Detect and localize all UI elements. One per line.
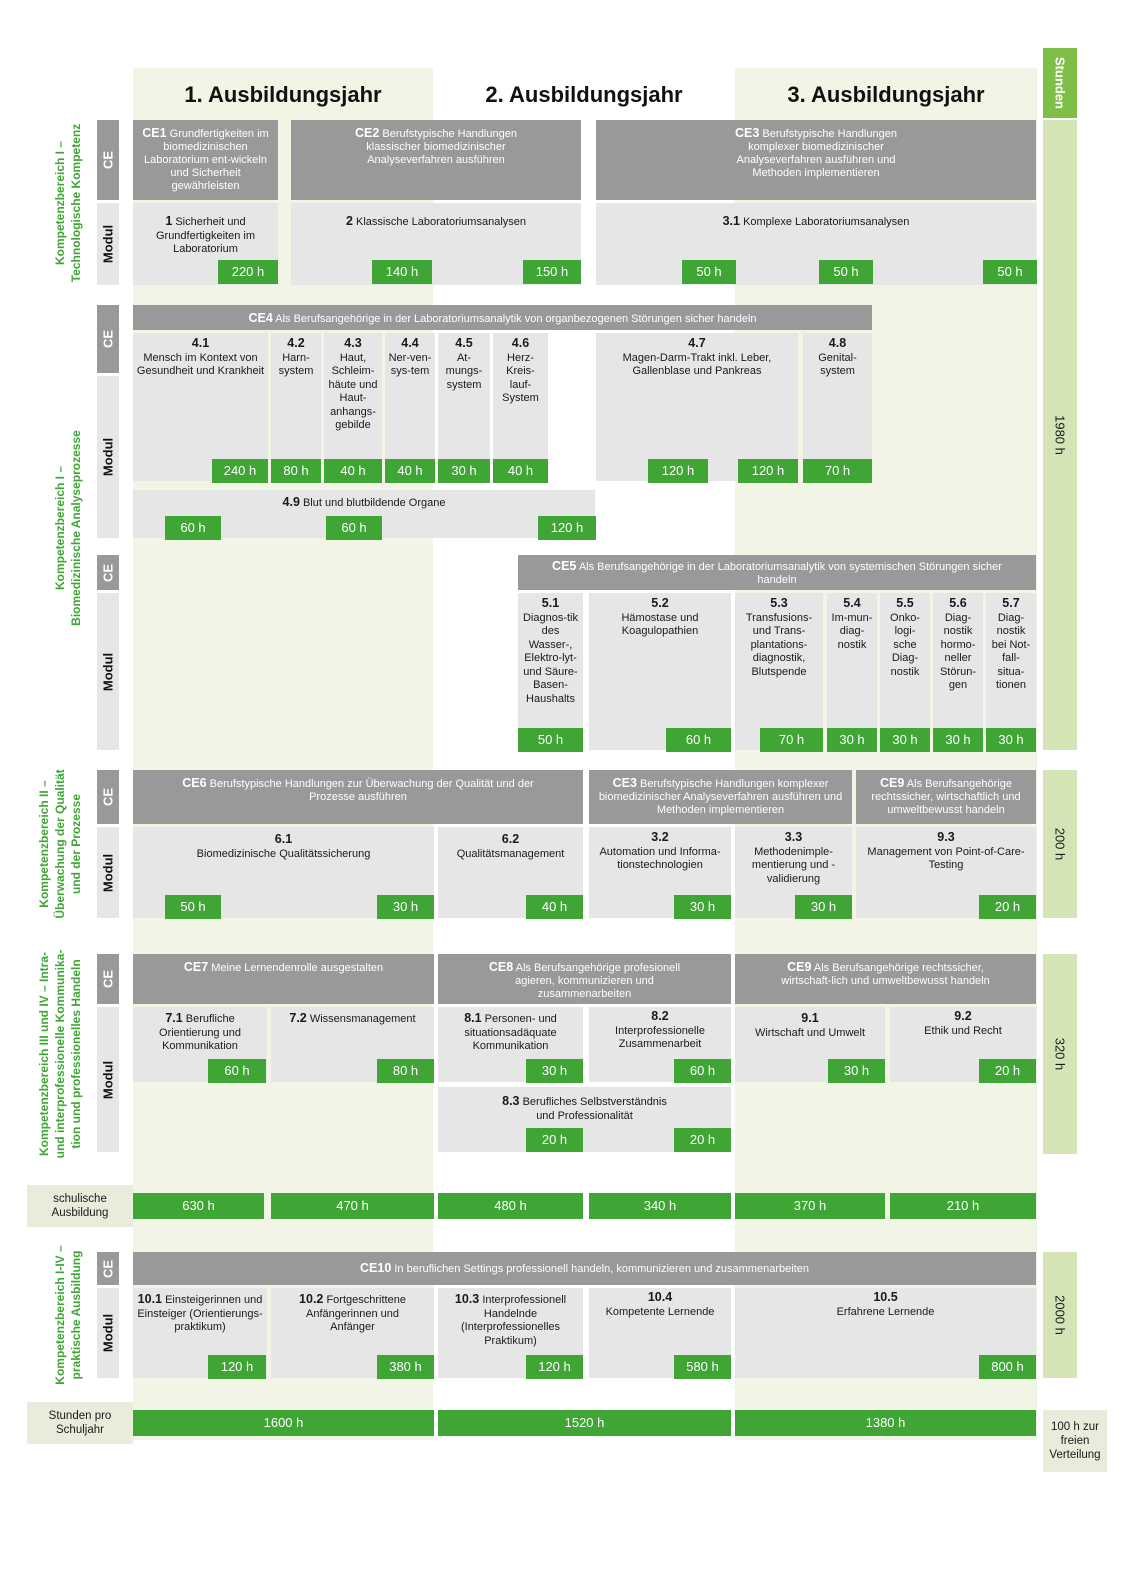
module-4-2: 4.2 Harn-system xyxy=(271,333,321,481)
module-4-5: 4.5 At-mungs-system xyxy=(438,333,490,481)
schulisch-sum: 370 h xyxy=(735,1193,885,1219)
year-sum: 1600 h xyxy=(133,1410,434,1436)
stunden-total-4: 2000 h xyxy=(1043,1252,1077,1378)
module-8-1: 8.1 Personen- und situationsadäquate Kommunikation xyxy=(438,1007,583,1082)
module-4-4: 4.4 Ner-ven-sys-tem xyxy=(385,333,435,481)
module-10-1: 10.1 Einsteigerinnen und Einsteiger (Orientierungs-praktikum) xyxy=(133,1288,267,1378)
schulisch-sum: 340 h xyxy=(589,1193,731,1219)
ce9-box-1: CE9 Als Berufsangehörige rechtssicher, wirtschaftlich und umweltbewusst handeln xyxy=(856,770,1036,824)
hours-badge: 50 h xyxy=(165,895,221,919)
hours-badge: 40 h xyxy=(526,895,583,919)
module-4-9: 4.9 Blut und blutbildende Organe xyxy=(133,490,595,538)
hours-badge: 30 h xyxy=(933,728,983,752)
module-5-2: 5.2 Hämostase und Koagulopathien xyxy=(589,593,731,750)
modul-tag: Modul xyxy=(97,376,119,538)
kompetenz-1-4-praxis: Kompetenzbereich I-IV – praktische Ausbildung xyxy=(52,1245,83,1385)
module-3-3: 3.3 Methodenimple-mentierung und -validierung xyxy=(735,827,852,918)
ce3-box: CE3 Berufstypische Handlungen komplexer biomedizinischer Analyseverfahren ausführen und Methoden implementieren xyxy=(596,120,1036,200)
ce7-box: CE7 Meine Lernendenrolle ausgestalten xyxy=(133,954,434,1004)
module-5-7: 5.7 Diag-nostik bei Not-fall-situa-tionen xyxy=(986,593,1036,750)
hours-badge: 120 h xyxy=(526,1355,583,1379)
hours-badge: 120 h xyxy=(648,459,708,483)
hours-badge: 70 h xyxy=(803,459,872,483)
hours-badge: 20 h xyxy=(979,895,1036,919)
modul-tag: Modul xyxy=(97,593,119,750)
kompetenz-3-4: Kompetenzbereich III und IV – Intra- und interprofessionelle Kommunika- tion und professionelles Handeln xyxy=(36,949,83,1159)
module-5-3: 5.3 Transfusions- und Trans-plantations-diagnostik, Blutspende xyxy=(735,593,823,750)
module-9-3: 9.3 Management von Point-of-Care-Testing xyxy=(856,827,1036,918)
hours-badge: 60 h xyxy=(165,516,221,540)
hours-badge: 30 h xyxy=(828,1059,885,1083)
schulisch-sum: 630 h xyxy=(133,1193,264,1219)
ce3-box-2: CE3 Berufstypische Handlungen komplexer biomedizinischer Analyseverfahren ausführen und Methoden implementieren xyxy=(589,770,852,824)
kompetenz-1-bio: Kompetenzbereich I – Biomedizinische Analyseprozesse xyxy=(52,429,83,626)
stunden-header: Stunden xyxy=(1043,48,1077,118)
ce-tag: CE xyxy=(97,305,119,373)
hours-badge: 60 h xyxy=(666,728,731,752)
hours-badge: 580 h xyxy=(674,1355,731,1379)
hours-badge: 240 h xyxy=(212,459,268,483)
hours-badge: 20 h xyxy=(526,1128,583,1152)
hours-badge: 120 h xyxy=(738,459,798,483)
year-sum: 1520 h xyxy=(438,1410,731,1436)
module-5-4: 5.4 Im-mun-diag-nostik xyxy=(827,593,877,750)
schulisch-sum: 480 h xyxy=(438,1193,583,1219)
hours-badge: 220 h xyxy=(218,260,278,284)
module-10-3: 10.3 Interprofessionell Handelnde (Interprofessionelles Praktikum) xyxy=(438,1288,583,1378)
hours-badge: 20 h xyxy=(674,1128,731,1152)
stunden-total-2: 200 h xyxy=(1043,770,1077,918)
module-7-1: 7.1 Berufliche Orientierung und Kommunikation xyxy=(133,1007,267,1082)
hours-badge: 80 h xyxy=(271,459,321,483)
hours-badge: 40 h xyxy=(324,459,382,483)
stunden-total-1: 1980 h xyxy=(1043,120,1077,750)
module-5-5: 5.5 Onko-logi-sche Diag-nostik xyxy=(880,593,930,750)
hours-badge: 800 h xyxy=(979,1355,1036,1379)
module-9-2: 9.2 Ethik und Recht xyxy=(890,1007,1036,1082)
module-2: 2 Klassische Laboratoriumsanalysen xyxy=(291,203,581,285)
ce4-box: CE4 Als Berufsangehörige in der Laboratoriumsanalytik von organbezogenen Störungen sicher handeln xyxy=(133,305,872,330)
module-4-7: 4.7 Magen-Darm-Trakt inkl. Leber, Gallenblase und Pankreas xyxy=(596,333,798,481)
hours-badge: 30 h xyxy=(880,728,930,752)
ce-tag: CE xyxy=(97,120,119,200)
module-4-1: 4.1 Mensch im Kontext von Gesundheit und Krankheit xyxy=(133,333,268,481)
hours-badge: 30 h xyxy=(526,1059,583,1083)
module-1: 1 Sicherheit und Grundfertigkeiten im Laboratorium xyxy=(133,203,278,285)
year-1-header: 1. Ausbildungsjahr xyxy=(184,82,382,107)
module-4-6: 4.6 Herz-Kreis-lauf-System xyxy=(493,333,548,481)
hours-badge: 30 h xyxy=(827,728,877,752)
module-7-2: 7.2 Wissensmanagement xyxy=(271,1007,434,1082)
ce5-box: CE5 Als Berufsangehörige in der Laboratoriumsanalytik von systemischen Störungen sicher handeln xyxy=(518,555,1036,590)
kompetenz-1-tech: Kompetenzbereich I – Technologische Kompetenz xyxy=(52,123,83,282)
module-5-1: 5.1 Diagnos-tik des Wasser-, Elektro-lyt- und Säure-Basen-Haushalts xyxy=(518,593,583,750)
hours-badge: 30 h xyxy=(986,728,1036,752)
hours-badge: 20 h xyxy=(979,1059,1036,1083)
hours-badge: 40 h xyxy=(385,459,435,483)
ce9-box-2: CE9 Als Berufsangehörige rechtssicher, wirtschaft-lich und umweltbewusst handeln xyxy=(735,954,1036,1004)
hours-badge: 50 h xyxy=(983,260,1037,284)
modul-tag: Modul xyxy=(97,203,119,285)
module-6-1: 6.1 Biomedizinische Qualitätssicherung xyxy=(133,827,434,918)
ce-tag: CE xyxy=(97,954,119,1004)
ce8-box: CE8 Als Berufsangehörige profesionell agieren, kommunizieren und zusammenarbeiten xyxy=(438,954,731,1004)
modul-tag: Modul xyxy=(97,827,119,918)
year-2-header: 2. Ausbildungsjahr xyxy=(485,82,683,107)
module-4-3: 4.3 Haut, Schleim-häute und Haut-anhangs-gebilde xyxy=(324,333,382,481)
hours-badge: 380 h xyxy=(377,1355,434,1379)
hours-badge: 80 h xyxy=(377,1059,434,1083)
hours-badge: 120 h xyxy=(538,516,596,540)
ce6-box: CE6 Berufstypische Handlungen zur Überwachung der Qualität und der Prozesse ausführen xyxy=(133,770,583,824)
stunden-pro-label: Stunden pro Schuljahr xyxy=(27,1402,133,1444)
module-4-8: 4.8 Genital-system xyxy=(803,333,872,481)
module-10-2: 10.2 Fortgeschrittene Anfängerinnen und Anfänger xyxy=(271,1288,434,1378)
ce1-box: CE1 Grundfertigkeiten im biomedizinischen Laboratorium ent-wickeln und Sicherheit gewährleisten xyxy=(133,120,278,200)
schulisch-sum: 210 h xyxy=(890,1193,1036,1219)
hours-badge: 140 h xyxy=(372,260,432,284)
module-10-5: 10.5 Erfahrene Lernende xyxy=(735,1288,1036,1378)
hours-badge: 60 h xyxy=(326,516,382,540)
module-8-2: 8.2 Interprofessionelle Zusammenarbeit xyxy=(589,1007,731,1082)
module-8-3: 8.3 Berufliches Selbstverständnis und Professionalität xyxy=(438,1087,731,1152)
hours-badge: 50 h xyxy=(518,728,583,752)
hours-badge: 150 h xyxy=(523,260,581,284)
ce2-box: CE2 Berufstypische Handlungen klassischer biomedizinischer Analyseverfahren ausführen xyxy=(291,120,581,200)
module-3-2: 3.2 Automation und Informa-tionstechnologien xyxy=(589,827,731,918)
hours-badge: 30 h xyxy=(438,459,490,483)
modul-tag: Modul xyxy=(97,1288,119,1378)
module-9-1: 9.1 Wirtschaft und Umwelt xyxy=(735,1007,885,1082)
module-10-4: 10.4 Kompetente Lernende xyxy=(589,1288,731,1378)
hours-badge: 50 h xyxy=(682,260,736,284)
hours-badge: 70 h xyxy=(760,728,823,752)
module-3-1: 3.1 Komplexe Laboratoriumsanalysen xyxy=(596,203,1036,285)
module-6-2: 6.2 Qualitätsmanagement xyxy=(438,827,583,918)
hours-badge: 50 h xyxy=(819,260,873,284)
ce-tag: CE xyxy=(97,555,119,590)
hours-badge: 60 h xyxy=(674,1059,731,1083)
hours-badge: 120 h xyxy=(208,1355,266,1379)
modul-tag: Modul xyxy=(97,1007,119,1152)
ce10-box: CE10 In beruflichen Settings professionell handeln, kommunizieren und zusammenarbeiten xyxy=(133,1252,1036,1285)
ce-tag: CE xyxy=(97,1252,119,1285)
ce-tag: CE xyxy=(97,770,119,824)
freie-verteilung: 100 h zur freien Verteilung xyxy=(1043,1410,1107,1472)
schulisch-sum: 470 h xyxy=(271,1193,434,1219)
hours-badge: 60 h xyxy=(208,1059,266,1083)
year-sum: 1380 h xyxy=(735,1410,1036,1436)
hours-badge: 40 h xyxy=(493,459,548,483)
hours-badge: 30 h xyxy=(795,895,852,919)
hours-badge: 30 h xyxy=(377,895,434,919)
module-5-6: 5.6 Diag-nostik hormo-neller Störun-gen xyxy=(933,593,983,750)
hours-badge: 30 h xyxy=(674,895,731,919)
schulisch-label: schulische Ausbildung xyxy=(27,1185,133,1227)
kompetenz-2: Kompetenzbereich II – Überwachung der Qualität und der Prozesse xyxy=(36,769,83,919)
stunden-total-3: 320 h xyxy=(1043,954,1077,1154)
year-3-header: 3. Ausbildungsjahr xyxy=(787,82,985,107)
